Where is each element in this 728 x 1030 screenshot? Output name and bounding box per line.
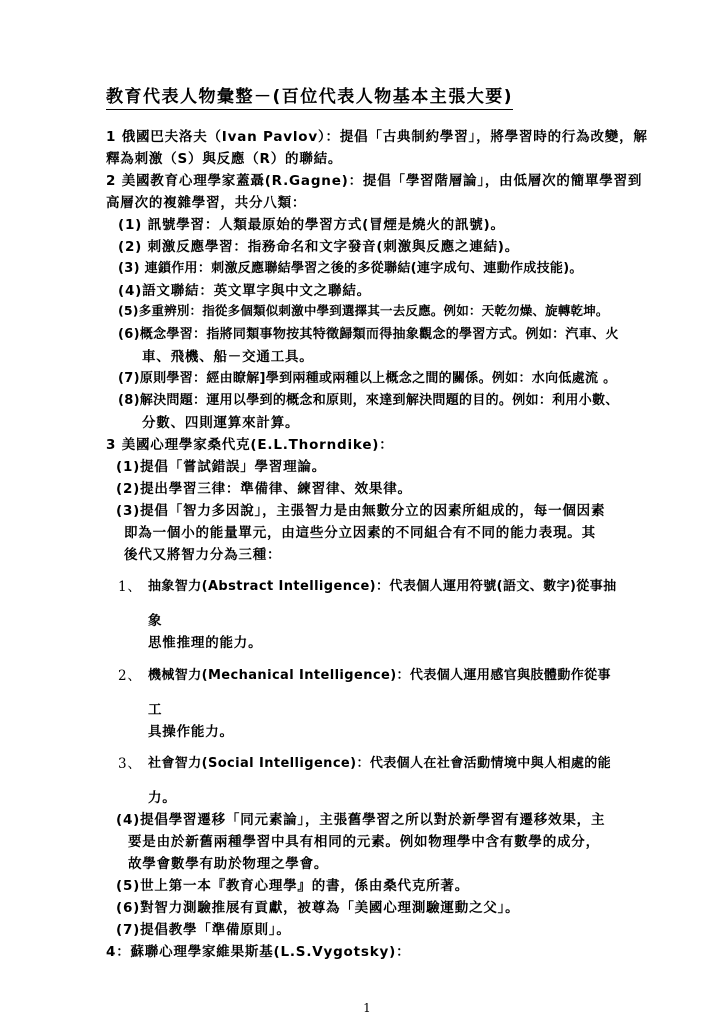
text-line: 機械智力(Mechanical Intelligence)：代表個人運用感官與肢體動作從事 — [148, 668, 611, 683]
text-line: (6)對智力測驗推展有貢獻，被尊為「美國心理測驗運動之父」。 — [116, 900, 520, 916]
text-line: 1 俄國巴夫洛夫（Ivan Pavlov）：提倡「古典制約學習」，將學習時的行為改變，解 — [106, 129, 648, 145]
text-line: 後代又將智力分為三種： — [124, 547, 282, 563]
text-line: (4)語文聯結：英文單字與中文之聯結。 — [118, 283, 371, 299]
list-number: 2、 — [118, 668, 142, 684]
page-number: 1 — [363, 1001, 371, 1015]
text-line: (7)原則學習：經由瞭解]學到兩種或兩種以上概念之間的關係。例如：水向低處流 。 — [118, 371, 617, 386]
text-line: (3) 連鎖作用：刺激反應聯結學習之後的多從聯結(連字成句、連動作成技能)。 — [118, 261, 583, 276]
text-line: 高層次的複雜學習，共分八類： — [106, 195, 307, 211]
text-line: (6)概念學習：指將同類事物按其特徵歸類而得抽象觀念的學習方式。例如：汽車、火 — [118, 327, 619, 342]
text-line: 4：蘇聯心理學家維果斯基(L.S.Vygotsky)： — [106, 944, 411, 960]
text-line: (4)提倡學習遷移「同元素論」，主張舊學習之所以對於新學習有遷移效果，主 — [116, 812, 606, 828]
text-line: (5)多重辨別：指從多個類似刺激中學到選擇其一去反應。例如：天乾勿燥、旋轉乾坤。 — [118, 303, 609, 318]
text-line: 分數、四則運算來計算。 — [142, 415, 300, 431]
text-line: 社會智力(Social Intelligence)：代表個人在社會活動情境中與人相處的能 — [148, 756, 612, 771]
text-line: 3 美國心理學家桑代克(E.L.Thorndike)： — [106, 437, 394, 453]
text-line: (5)世上第一本『教育心理學』的書，係由桑代克所著。 — [116, 878, 470, 894]
text-line: 車、飛機、船－交通工具。 — [142, 349, 314, 365]
text-line: 即為一個小的能量單元，由這些分立因素的不同組合有不同的能力表現。其 — [124, 525, 596, 541]
text-line: 象 — [148, 613, 163, 629]
text-line: (2) 刺激反應學習：指務命名和文字發音(刺激與反應之連結)。 — [118, 239, 520, 255]
text-line: 具操作能力。 — [148, 724, 234, 740]
text-line: 2 美國教育心理學家蓋聶(R.Gagne)：提倡「學習階層論」，由低層次的簡單學習到 — [106, 173, 643, 189]
text-line: (1)提倡「嘗試錯誤」學習理論。 — [116, 459, 327, 475]
text-line: 要是由於新舊兩種學習中具有相同的元素。例如物理學中含有數學的成分， — [128, 834, 600, 850]
text-line: (8)解決問題：運用以學到的概念和原則，來達到解決問題的目的。例如：利用小數、 — [118, 393, 619, 408]
text-line: 抽象智力(Abstract Intelligence)：代表個人運用符號(語文、數字)從事抽 — [148, 579, 617, 594]
text-line: 故學會數學有助於物理之學會。 — [128, 856, 329, 872]
text-line: (1) 訊號學習：人類最原始的學習方式(冒煙是燒火的訊號)。 — [118, 217, 505, 233]
text-line: 思惟推理的能力。 — [148, 635, 263, 651]
text-line: 工 — [148, 702, 163, 718]
page-title: 教育代表人物彙整－(百位代表人物基本主張大要) — [106, 82, 513, 110]
text-line: 釋為刺激（S）與反應（R）的聯結。 — [106, 151, 343, 167]
text-line: 力。 — [148, 790, 177, 806]
list-number: 3、 — [118, 756, 142, 772]
text-line: (7)提倡教學「準備原則」。 — [116, 922, 291, 938]
list-number: 1、 — [118, 579, 142, 595]
text-line: (2)提出學習三律：準備律、練習律、效果律。 — [116, 481, 412, 497]
text-line: (3)提倡「智力多因說」，主張智力是由無數分立的因素所組成的，每一個因素 — [116, 503, 606, 519]
